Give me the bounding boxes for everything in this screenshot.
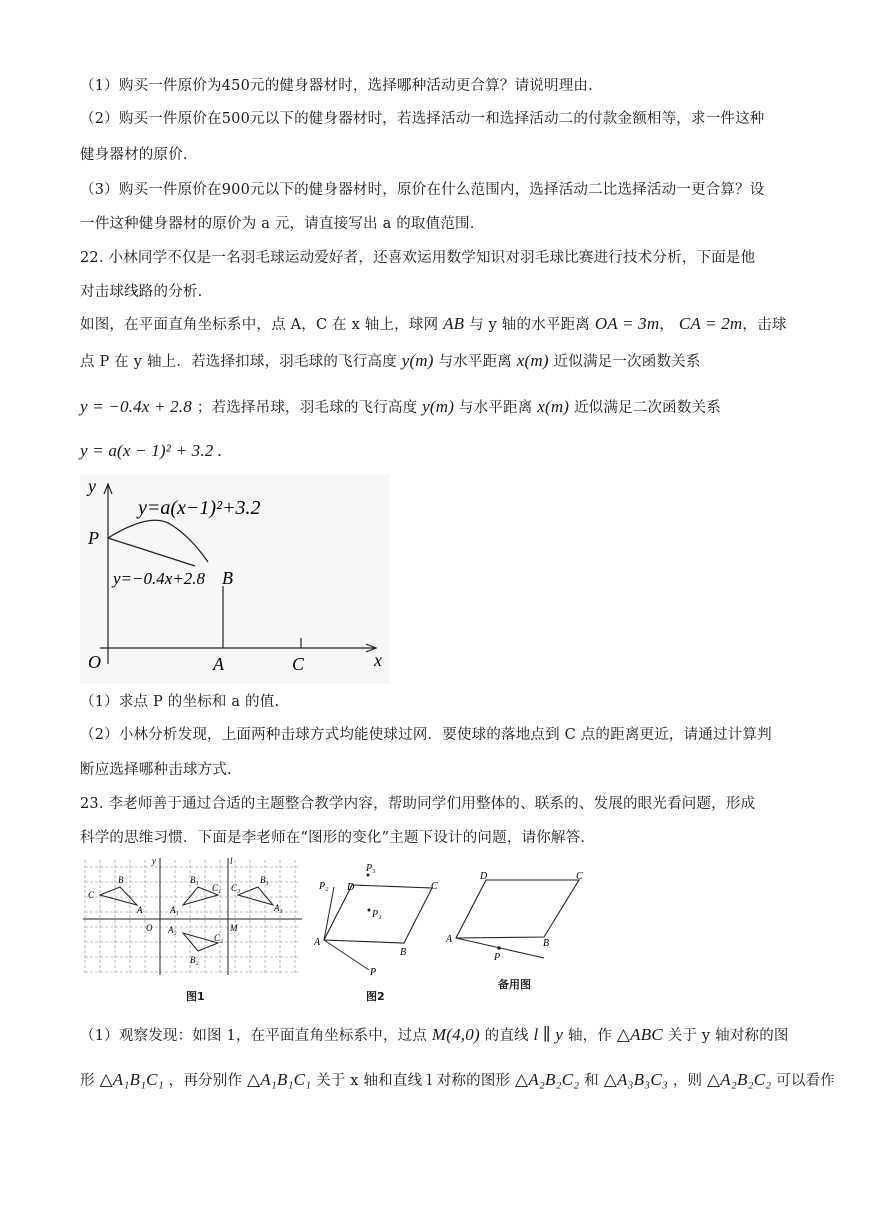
fig1-C3-label: C₃ bbox=[231, 883, 241, 893]
fig-P-label: P bbox=[88, 528, 99, 548]
q22-l1-end: ，击球 bbox=[742, 317, 787, 333]
fig-B-label: B bbox=[222, 568, 233, 588]
fig3-P-label: P bbox=[494, 952, 501, 963]
q22-text-line2 bbox=[80, 350, 701, 371]
q23-q1-line2 bbox=[80, 1069, 835, 1090]
q22-l1-oa: OA = 3m bbox=[594, 314, 660, 333]
fig3-parallelogram-ABCD bbox=[456, 880, 579, 938]
q23-q1-end: 关于 y 轴对称的图 bbox=[667, 1028, 789, 1044]
q23-q2-end: ，则 bbox=[672, 1073, 703, 1089]
fig1-caption: 图1 bbox=[186, 990, 205, 1003]
q22-text-line1: 如图，在平面直角坐标系中，点 A，C 在 x 轴上，球网 AB 与 y 轴的水平距离 OA = 3m， CA = 2m，击球 bbox=[80, 314, 787, 333]
q23-q2-pre: 形 bbox=[80, 1073, 95, 1089]
fig1-C1-label: C₁ bbox=[212, 883, 222, 893]
q23-q2-e: △A₂B₂C₂ bbox=[707, 1070, 772, 1089]
q23-q2-d: △A₃B₃C₃ bbox=[603, 1070, 668, 1089]
fig1-M-label: M bbox=[230, 923, 238, 933]
fig1-triangle-ABC bbox=[100, 887, 137, 905]
fig-x-label: x bbox=[374, 650, 382, 670]
q22-l3-mid: ；若选择吊球，羽毛球的飞行高度 bbox=[196, 400, 418, 416]
q23-q1-abc: △ABC bbox=[616, 1025, 663, 1044]
q23-figure1 bbox=[80, 855, 305, 977]
fig1-A-label: A bbox=[137, 905, 143, 915]
fig1-l-label: l bbox=[230, 856, 233, 866]
q23-q2-b: △A₁B₁C₁ bbox=[246, 1070, 312, 1089]
q22-figure bbox=[80, 474, 390, 684]
fig1-y-label: y bbox=[152, 856, 156, 866]
q22-l2-end: 近似满足一次函数关系 bbox=[553, 354, 701, 370]
q23-q1-line1 bbox=[80, 1024, 789, 1045]
q23-figure2 bbox=[314, 855, 444, 977]
fig-y-label: y bbox=[88, 476, 96, 496]
q23-q2-a: △A₁B₁C₁ bbox=[99, 1070, 164, 1089]
fig1-triangle-A3B3C3 bbox=[238, 887, 273, 905]
fig-C-label: C bbox=[292, 654, 305, 674]
q22-l2-x: x(m) bbox=[516, 351, 549, 370]
q23-q2-tail: 可以看作 bbox=[776, 1073, 835, 1089]
q22-intro-line2: 对击球线路的分析. bbox=[80, 284, 203, 300]
fig-parabola-label: y=a(x−1)²+3.2 bbox=[138, 497, 261, 519]
q22-l1-mid: 与 y 轴的水平距离 bbox=[469, 317, 590, 333]
q21-part2-line2: 健身器材的原价. bbox=[80, 147, 188, 163]
fig1-B3-label: B₃ bbox=[260, 875, 269, 885]
fig3-B-label: B bbox=[543, 938, 550, 949]
fig2-P1-label: P₁ bbox=[372, 909, 382, 920]
q23-intro-line1: 23. 李老师善于通过合适的主题整合教学内容，帮助同学们用整体的、联系的、发展的眼光看问题，形成 bbox=[80, 796, 756, 812]
fig2-P3-label: P₃ bbox=[366, 863, 376, 874]
q22-intro-line1: 22. 小林同学不仅是一名羽毛球运动爱好者，还喜欢运用数学知识对羽毛球比赛进行技术分析，下面是他 bbox=[80, 250, 756, 266]
fig2-segment-AP bbox=[324, 940, 369, 970]
fig1-B2-label: B₂ bbox=[190, 955, 199, 965]
q22-l3-x: x(m) bbox=[537, 397, 570, 416]
q22-l2-y: y(m) bbox=[401, 351, 434, 370]
q23-q1-m: M(4,0) bbox=[431, 1025, 480, 1044]
q22-l3-y: y(m) bbox=[422, 397, 455, 416]
q22-sub1: （1）求点 P 的坐标和 a 的值. bbox=[80, 694, 280, 710]
q22-l2-mid: 与水平距离 bbox=[438, 354, 512, 370]
fig2-point-P1 bbox=[368, 909, 371, 912]
q23-q1-l: l ∥ y bbox=[533, 1025, 564, 1044]
q22-l3-eq: y = −0.4x + 2.8 bbox=[80, 397, 193, 416]
fig3-A-label: A bbox=[446, 934, 453, 945]
fig1-A1-label: A₁ bbox=[170, 905, 179, 915]
fig-line-label: y=−0.4x+2.8 bbox=[113, 569, 206, 588]
q21-part1: （1）购买一件原价为450元的健身器材时，选择哪种活动更合算？请说明理由. bbox=[80, 78, 593, 94]
fig3-C-label: C bbox=[576, 871, 583, 882]
fig2-segment-AP2 bbox=[324, 887, 334, 940]
q22-l3-end: 近似满足二次函数关系 bbox=[573, 400, 721, 416]
fig2-B-label: B bbox=[400, 947, 407, 958]
q23-q1-mid: 的直线 bbox=[484, 1028, 529, 1044]
fig1-A3-label: A₃ bbox=[274, 903, 283, 913]
q23-q1-pre: （1）观察发现：如图 1，在平面直角坐标系中，过点 bbox=[80, 1028, 428, 1044]
fig2-P2-label: P₂ bbox=[319, 881, 329, 892]
fig3-point-P bbox=[497, 946, 501, 950]
q22-l1-pre: 如图，在平面直角坐标系中，点 A，C 在 x 轴上，球网 bbox=[80, 317, 439, 333]
fig1-C2-label: C₂ bbox=[214, 933, 224, 943]
fig1-B1-label: B₁ bbox=[190, 875, 199, 885]
q23-q2-mid: ，再分别作 bbox=[168, 1073, 243, 1089]
fig1-O-label: O bbox=[146, 923, 153, 933]
fig1-B-label: B bbox=[118, 875, 124, 885]
fig-origin-label: O bbox=[88, 652, 101, 672]
fig2-caption: 图2 bbox=[366, 990, 385, 1003]
q22-l3-mid2: 与水平距离 bbox=[458, 400, 533, 416]
q23-q2-and: 和 bbox=[584, 1073, 599, 1089]
q23-q2-mid2: 关于 x 轴和直线 l 对称的图形 bbox=[316, 1073, 511, 1089]
q23-q2-c: △A₂B₂C₂ bbox=[515, 1070, 580, 1089]
q22-l1-ca: CA = 2m bbox=[678, 314, 743, 333]
q22-sub2-line1: （2）小林分析发现，上面两种击球方式均能使球过网．要使球的落地点到 C 点的距离更近，请通过计算判 bbox=[80, 727, 772, 743]
fig3-D-label: D bbox=[480, 871, 488, 882]
fig2-C-label: C bbox=[431, 881, 438, 892]
q21-part3-line2: 一件这种健身器材的原价为 a 元，请直接写出 a 的取值范围. bbox=[80, 216, 475, 232]
fig1-C-label: C bbox=[88, 890, 95, 900]
fig1-A2-label: A₂ bbox=[168, 925, 177, 935]
q22-l2-pre: 点 P 在 y 轴上．若选择扣球，羽毛球的飞行高度 bbox=[80, 354, 397, 370]
q22-text-line3 bbox=[80, 396, 721, 417]
fig2-P-label: P bbox=[370, 967, 377, 977]
fig2-A-label: A bbox=[314, 937, 321, 948]
q23-q1-mid2: 轴，作 bbox=[567, 1028, 613, 1044]
fig2-D-label: D bbox=[347, 882, 355, 893]
q22-l1-ab: AB bbox=[443, 314, 465, 333]
fig3-caption: 备用图 bbox=[498, 978, 531, 991]
q21-part3-line1: （3）购买一件原价在900元以下的健身器材时，原价在什么范围内，选择活动二比选择活动一更合算？设 bbox=[80, 182, 765, 198]
q22-l4-eq: y = a(x − 1)² + 3.2 . bbox=[80, 441, 223, 460]
q23-intro-line2: 科学的思维习惯．下面是李老师在“图形的变化”主题下设计的问题，请你解答. bbox=[80, 830, 586, 846]
q22-sub2-line2: 断应选择哪种击球方式. bbox=[80, 762, 232, 778]
q22-text-line4 bbox=[80, 441, 222, 461]
fig-A-label: A bbox=[213, 654, 224, 674]
q23-figure3 bbox=[444, 860, 604, 970]
q21-part2-line1: （2）购买一件原价在500元以下的健身器材时，若选择活动一和选择活动二的付款金额相等，求一件这种 bbox=[80, 111, 765, 127]
